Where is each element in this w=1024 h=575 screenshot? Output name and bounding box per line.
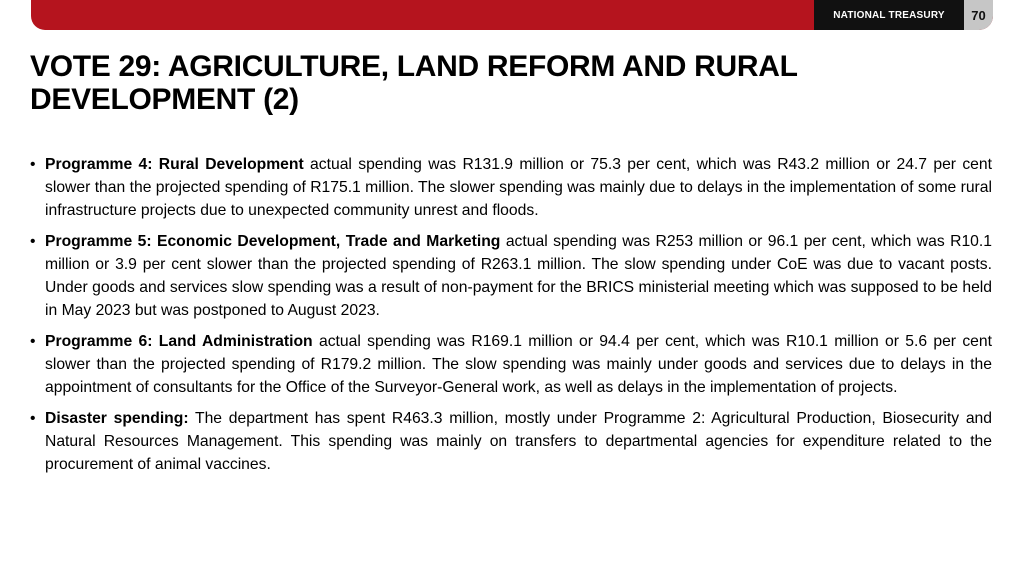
bullet-lead: Programme 5: Economic Development, Trade and Marketing <box>45 233 501 250</box>
bullet-dot-icon: • <box>30 156 36 173</box>
bullet-lead: Disaster spending: <box>45 410 189 427</box>
page-number-box <box>964 0 993 30</box>
bullet-dot-icon: • <box>30 233 36 250</box>
bullet-item-programme-4 <box>30 153 992 222</box>
header-bar <box>31 0 993 30</box>
page-title: VOTE 29: AGRICULTURE, LAND REFORM AND RURAL DEVELOPMENT (2) <box>30 50 798 116</box>
bullet-text: actual spending was R131.9 million or 75.3 per cent, which was R43.2 million or 24.7 per cent slower than the projected spending of R175.1 million. The slower spending was mainly due to delays in the implementation of some rural infrastructure projects due to unexpected community unrest and floods. <box>45 156 992 219</box>
bullet-text: actual spending was R169.1 million or 94.4 per cent, which was R10.1 million or 5.6 per cent slower than the projected spending of R179.2 million. The slow spending was mainly under goods and services due to delays in the appointment of consultants for the Office of the Surveyor-General work, as well as delays in the implementation of projects. <box>45 333 992 396</box>
bullet-text: The department has spent R463.3 million, mostly under Programme 2: Agricultural Production, Biosecurity and Natural Resources Management. This spending was mainly on transfers to departmental agencies for expenditure related to the procurement of animal vaccines. <box>45 410 993 473</box>
bullet-dot-icon: • <box>30 410 36 427</box>
bullet-dot-icon: • <box>30 333 36 350</box>
bullet-item-programme-5 <box>30 230 992 322</box>
page-number: 70 <box>971 7 986 23</box>
brand-name: NATIONAL TREASURY <box>833 9 945 21</box>
bullet-item-programme-6 <box>30 330 992 399</box>
bullet-item-disaster-spending <box>30 407 992 476</box>
bullet-list <box>30 153 992 484</box>
bullet-lead: Programme 4: Rural Development <box>45 156 304 173</box>
bullet-lead: Programme 6: Land Administration <box>45 333 313 350</box>
brand-label-box <box>814 0 964 30</box>
bullet-text: actual spending was R253 million or 96.1 per cent, which was R10.1 million or 3.9 per cent slower than the projected spending of R263.1 million. The slow spending under CoE was due to vacant posts. Under goods and services slow spending was a result of non-payment for the BRICS ministerial meeting which was supposed to be held in May 2023 but was postponed to August 2023. <box>45 233 992 319</box>
